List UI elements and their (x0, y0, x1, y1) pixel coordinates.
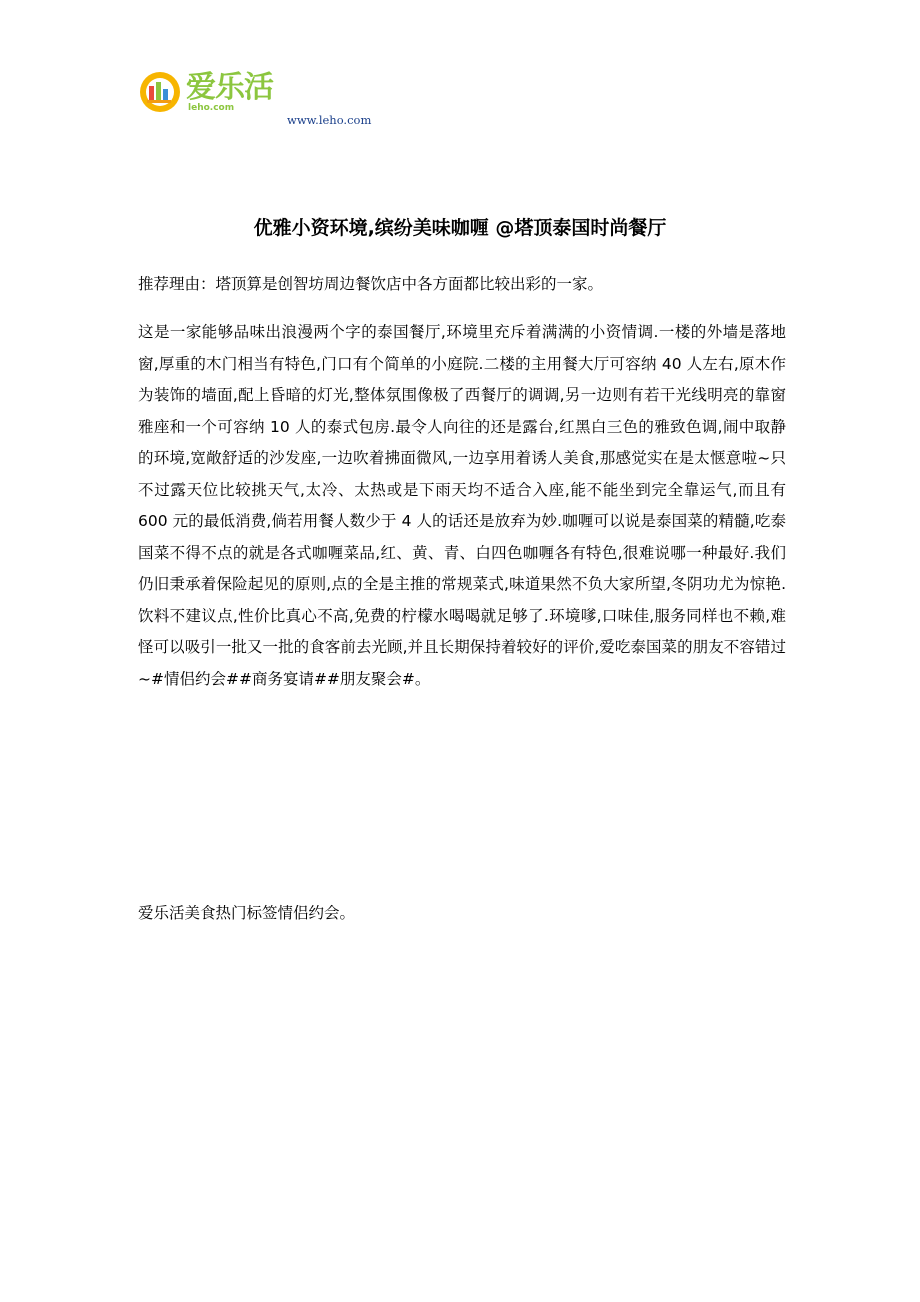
recommendation-reason: 推荐理由：塔顶算是创智坊周边餐饮店中各方面都比较出彩的一家。 (138, 275, 604, 293)
article-title: 优雅小资环境,缤纷美味咖喱 @塔顶泰国时尚餐厅 (253, 217, 667, 239)
logo-domain: leho.com (188, 103, 235, 113)
article-body: 这是一家能够品味出浪漫两个字的泰国餐厅,环境里充斥着满满的小资情调.一楼的外墙是落地窗,厚重的木门相当有特色,门口有个简单的小庭院.二楼的主用餐大厅可容纳 40 人左右,原木作为装饰的墙面,配上昏暗的灯光,整体氛围像极了西餐厅的调调,另一边则有若干光线明亮的靠窗雅座和一个可容纳 10 人的泰式包房.最令人向往的还是露台,红黑白三色的雅致色调,闹中取静的环境,宽敞舒适的沙发座,一边吹着拂面微风,一边享用着诱人美食,那感觉实在是太惬意啦~只不过露天位比较挑天气,太冷、太热或是下雨天均不适合入座,能不能坐到完全靠运气,而且有 600 元的最低消费,倘若用餐人数少于 4 人的话还是放弃为妙.咖喱可以说是泰国菜的精髓,吃泰国菜不得不点的就是各式咖喱菜品,红、黄、青、白四色咖喱各有特色,很难说哪一种最好.我们仍旧秉承着保险起见的原则,点的全是主推的常规菜式,味道果然不负大家所望,冬阴功尤为惊艳.饮料不建议点,性价比真心不高,免费的柠檬水喝喝就足够了.环境嗲,口味佳,服务同样也不赖,难怪可以吸引一批又一批的食客前去光顾,并且长期保持着较好的评价,爱吃泰国菜的朋友不容错过~#情侣约会##商务宴请##朋友聚会#。 (138, 323, 786, 688)
logo-wordmark: 爱乐活 (186, 70, 273, 105)
popular-tag-line: 爱乐活美食热门标签情侣约会。 (138, 904, 356, 922)
site-header (138, 70, 438, 130)
leho-logo-icon (138, 70, 182, 114)
site-url-link[interactable]: www.leho.com (287, 113, 372, 127)
